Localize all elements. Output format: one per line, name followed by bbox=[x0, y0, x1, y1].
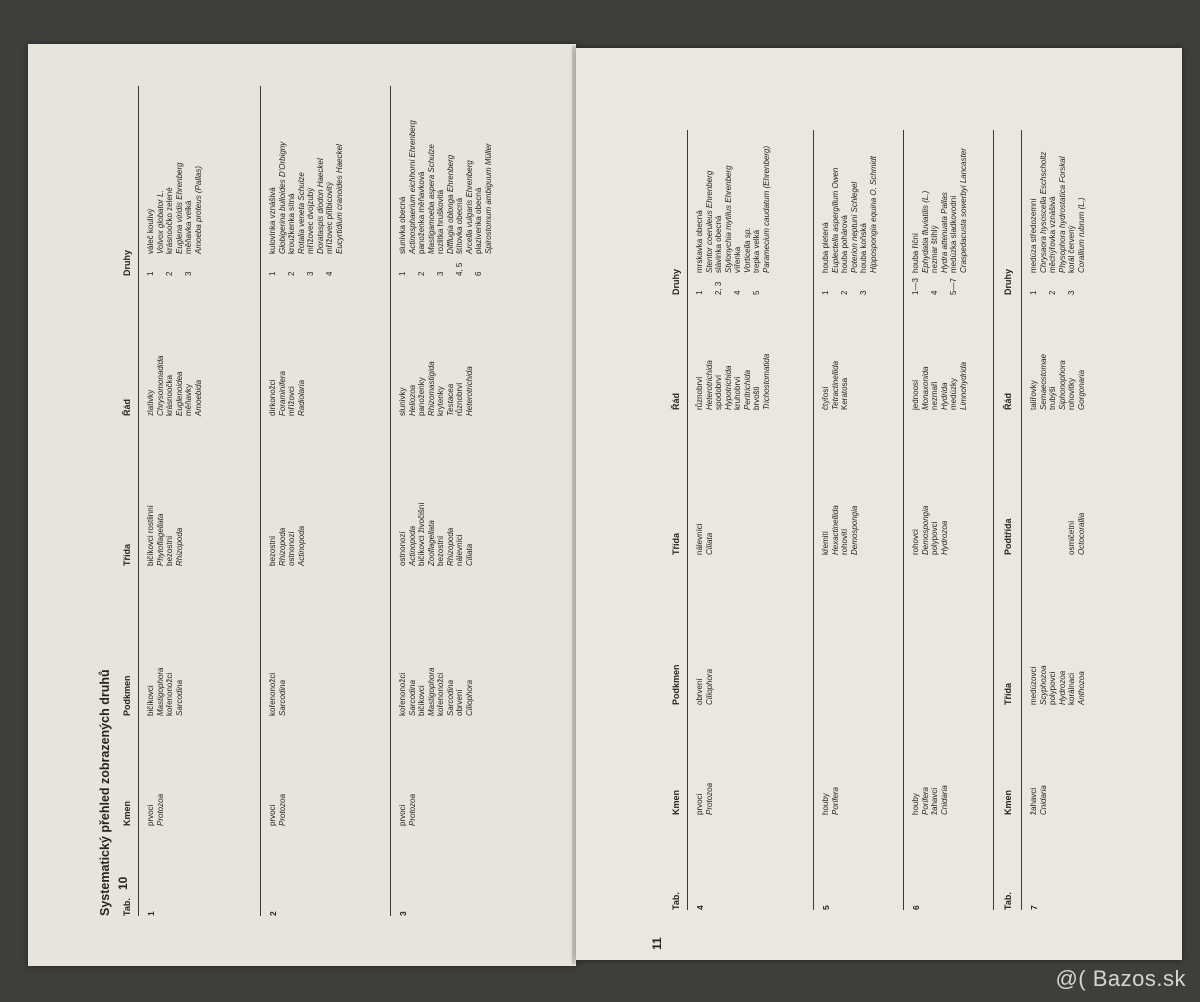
kmen-cell-latin: Porifera bbox=[830, 786, 840, 815]
left-page-rotated-table bbox=[98, 86, 568, 916]
species-czech-name: 4mřížovec přilbicovitý bbox=[325, 181, 334, 276]
species-list bbox=[911, 148, 968, 295]
rad-cell-latin: Limnohydrida bbox=[958, 361, 968, 410]
rad-cell-czech: nezmaři bbox=[930, 381, 939, 410]
rad-cell-czech: krásnoočka bbox=[165, 375, 174, 416]
trida-cell-latin: Scyphozoa bbox=[1038, 665, 1048, 705]
rad-cell bbox=[146, 356, 203, 416]
rad-cell-latin: Heterotrichida bbox=[464, 366, 474, 416]
podkmen-cell-czech: bičíkovci bbox=[417, 685, 426, 716]
tab-number: 7 bbox=[1029, 905, 1039, 910]
header-tab: Tab. bbox=[1003, 892, 1013, 910]
species-list bbox=[146, 162, 203, 276]
species-list bbox=[1029, 152, 1086, 295]
right-page bbox=[576, 48, 1182, 960]
kmen-cell-czech: žahavci bbox=[1029, 787, 1038, 815]
species-list bbox=[268, 142, 344, 276]
trida-cell-czech: bezostní bbox=[268, 535, 277, 566]
kmen-cell-latin: Porifera bbox=[920, 786, 930, 815]
species-czech-name: 1mrskavka obecná bbox=[695, 210, 704, 295]
trida-cell-latin: Zooflagellata bbox=[426, 520, 436, 566]
tab-number: 2 bbox=[268, 911, 278, 916]
header-trida: Třída bbox=[671, 532, 681, 555]
trida-cell-latin: Ciliata bbox=[464, 543, 474, 566]
species-czech-name: 1slunivka obecná bbox=[398, 196, 407, 276]
kmen-cell-czech: prvoci bbox=[268, 804, 277, 826]
trida-cell-czech: nálevníci bbox=[695, 523, 704, 555]
trida-cell-latin: Ciliata bbox=[704, 532, 714, 555]
trida-cell-czech: ostnonozí bbox=[398, 531, 407, 566]
trida-cell-czech: medúzovci bbox=[1029, 666, 1038, 705]
trida-cell-czech: bičíkovci rostlinní bbox=[146, 505, 155, 566]
kmen-cell bbox=[821, 787, 840, 815]
species-latin-name: Hippospongia equina O. Schmidt bbox=[868, 156, 878, 273]
species-latin-name: Amoeba proteus (Pallas) bbox=[193, 165, 203, 254]
species-number: 2 bbox=[287, 271, 296, 276]
table-rule bbox=[993, 130, 994, 910]
podkmen-cell-czech: bičíkovci bbox=[146, 685, 155, 716]
species-number: 5 bbox=[752, 290, 761, 295]
trida-cell bbox=[398, 502, 474, 566]
rad-cell-latin: Amoebida bbox=[193, 379, 203, 416]
species-czech-name: 2měchýřovka vznášivá bbox=[1048, 196, 1057, 295]
podkmen-cell-latin: Ciliophora bbox=[464, 679, 474, 716]
rad-cell-latin: Heliozoa bbox=[407, 384, 417, 416]
table-rule bbox=[1021, 130, 1022, 910]
left-page bbox=[28, 44, 576, 966]
species-czech-name: 3houba koňská bbox=[859, 223, 868, 295]
species-number: 1 bbox=[398, 271, 407, 276]
species-list bbox=[695, 146, 771, 295]
species-latin-name: Stentor coeruleus Ehrenberg bbox=[704, 170, 714, 273]
species-latin-name: Paramecium caudatum (Ehrenberg) bbox=[761, 145, 771, 273]
trida-cell-latin: Actinopoda bbox=[296, 525, 306, 566]
header-kmen: Kmen bbox=[671, 789, 681, 815]
kmen-cell-latin: Protozoa bbox=[407, 793, 417, 826]
podkmen-cell-latin: Mastigophora bbox=[426, 667, 436, 716]
header-druhy: Druhy bbox=[671, 268, 681, 295]
rad-cell-latin: Chrysomonadida bbox=[155, 355, 165, 416]
species-czech-name: 3rozlitka hruškovitá bbox=[436, 189, 445, 276]
rad-cell bbox=[695, 354, 771, 410]
trida-cell-czech: bezostní bbox=[436, 535, 445, 566]
rad-cell-latin: Gorgonaria bbox=[1076, 369, 1086, 410]
right-page-rotated-table bbox=[671, 130, 1171, 910]
header-druhy: Druhy bbox=[1003, 268, 1013, 295]
rad-cell-czech: panoženky bbox=[417, 377, 426, 416]
kmen-cell-czech: houby bbox=[821, 793, 830, 815]
species-number: 3 bbox=[184, 271, 193, 276]
rad-cell-latin: Heterotrichida bbox=[704, 360, 714, 410]
rad-cell bbox=[398, 361, 474, 416]
trida-cell-latin: Hexactinellida bbox=[830, 505, 840, 555]
podtrida-cell-latin: Octocorallia bbox=[1076, 512, 1086, 555]
podkmen-cell-czech: kořenonožci bbox=[436, 672, 445, 716]
header-podtrida: Podtřída bbox=[1003, 518, 1013, 555]
species-number: 4 bbox=[930, 290, 939, 295]
rad-cell-czech: talířovky bbox=[1029, 380, 1038, 410]
podtrida-cell-czech: osmičetní bbox=[1067, 520, 1076, 555]
kmen-cell bbox=[268, 794, 287, 826]
species-number: 4, 5 bbox=[455, 262, 464, 276]
kmen-cell bbox=[695, 783, 714, 815]
header-kmen: Kmen bbox=[122, 800, 132, 826]
kmen-cell-czech: žahavci bbox=[930, 787, 939, 815]
rad-cell-latin: Foraminifera bbox=[277, 371, 287, 416]
podkmen-cell bbox=[146, 668, 184, 716]
header-tab: Tab. bbox=[671, 892, 681, 910]
kmen-cell bbox=[146, 794, 165, 826]
trida-cell bbox=[911, 506, 949, 555]
kmen-cell-czech: prvoci bbox=[695, 793, 704, 815]
species-czech-name: 1váleč koulivý bbox=[146, 208, 155, 276]
trida-cell-czech: křemití bbox=[821, 531, 830, 555]
trida-cell-latin: Demospongia bbox=[849, 505, 859, 555]
header-tab: Tab. bbox=[122, 898, 132, 916]
species-latin-name: Physophora hydrostatica Forskal bbox=[1057, 156, 1067, 273]
rad-cell-latin: Rhizomastigida bbox=[426, 361, 436, 416]
trida-cell-latin: Rhizopoda bbox=[445, 527, 455, 566]
trida-cell-latin: Rhizopoda bbox=[174, 527, 184, 566]
podkmen-cell-czech: kořenonožci bbox=[398, 672, 407, 716]
species-number: 6 bbox=[474, 271, 483, 276]
species-latin-name: Difflugia oblonga Ehrenberg bbox=[445, 154, 455, 254]
rad-cell bbox=[1029, 354, 1086, 410]
trida-cell bbox=[146, 505, 184, 566]
bazos-watermark-logo: @( Bazos.sk bbox=[1055, 966, 1186, 991]
rad-cell-czech: čtyřosí bbox=[821, 386, 830, 410]
kmen-cell-czech: houby bbox=[911, 793, 920, 815]
species-latin-name: Rotalia veneta Schulze bbox=[296, 172, 306, 254]
species-number: 1 bbox=[146, 271, 155, 276]
header-druhy: Druhy bbox=[122, 249, 132, 276]
kmen-cell-latin: Protozoa bbox=[704, 782, 714, 815]
header-podkmen: Podkmen bbox=[122, 675, 132, 716]
trida-cell bbox=[1029, 665, 1086, 705]
rad-cell-czech: rohovitky bbox=[1067, 377, 1076, 410]
species-latin-name: Vorticella sp. bbox=[742, 227, 752, 273]
table-rule bbox=[260, 86, 261, 916]
trida-cell-latin: Rhizopoda bbox=[277, 527, 287, 566]
table-rule bbox=[687, 130, 688, 910]
trida-cell-czech: bezostní bbox=[165, 535, 174, 566]
species-czech-name: 4vířenka bbox=[733, 246, 742, 295]
header-rad: Řád bbox=[671, 392, 681, 410]
species-latin-name: Euglena viridis Ehrenberg bbox=[174, 162, 184, 254]
tab-number: 3 bbox=[398, 911, 408, 916]
rad-cell-czech: krytenky bbox=[436, 386, 445, 416]
species-latin-name: Ephydatia fluviatilis (L.) bbox=[920, 190, 930, 273]
rad-cell-latin: Monaxonida bbox=[920, 366, 930, 410]
trida-cell-czech: polypovci bbox=[1048, 671, 1057, 705]
podkmen-cell-czech: kořenonožci bbox=[268, 672, 277, 716]
species-czech-name: 1—3houba říční bbox=[911, 232, 920, 295]
tab-number: 4 bbox=[695, 905, 705, 910]
trida-cell-czech: ostnonozí bbox=[287, 531, 296, 566]
rad-cell-latin: Hypotrichida bbox=[723, 365, 733, 410]
species-czech-name: 4nezmar štíhlý bbox=[930, 225, 939, 295]
species-latin-name: Mastigamoeba aspera Schulze bbox=[426, 144, 436, 254]
species-czech-name: 5trepka velká bbox=[752, 229, 761, 295]
header-podkmen: Podkmen bbox=[671, 664, 681, 705]
kmen-cell-latin: Protozoa bbox=[155, 793, 165, 826]
podkmen-cell-latin: Sarcodina bbox=[277, 679, 287, 716]
kmen-cell bbox=[1029, 785, 1048, 815]
rad-cell bbox=[911, 362, 968, 410]
species-number: 1—3 bbox=[911, 278, 920, 295]
species-number: 3 bbox=[306, 271, 315, 276]
species-number: 1 bbox=[1029, 290, 1038, 295]
page-number: 11 bbox=[650, 937, 664, 950]
rad-cell-czech: různobrví bbox=[695, 376, 704, 410]
tab-number: 1 bbox=[146, 911, 156, 916]
species-number: 2, 3 bbox=[714, 281, 723, 295]
trida-cell-czech: polypovci bbox=[930, 521, 939, 555]
species-number: 1 bbox=[268, 271, 277, 276]
podkmen-cell-czech: obrvení bbox=[695, 678, 704, 705]
rad-cell-czech: mřížovci bbox=[287, 386, 296, 416]
species-latin-name: Globigerina bulloides D'Orbigny bbox=[277, 141, 287, 254]
rad-cell-czech: jednoosí bbox=[911, 379, 920, 410]
tab-number: 6 bbox=[911, 905, 921, 910]
rad-cell-latin: Euglenoidea bbox=[174, 371, 184, 416]
table-rule bbox=[813, 130, 814, 910]
podkmen-cell-latin: Mastigophora bbox=[155, 667, 165, 716]
rad-cell-czech: kruhobrví bbox=[733, 376, 742, 410]
podkmen-cell-latin: Sarcodina bbox=[407, 679, 417, 716]
species-list bbox=[821, 156, 878, 295]
species-number: 2 bbox=[1048, 290, 1057, 295]
podkmen-cell bbox=[268, 673, 287, 716]
species-czech-name: 1kulovinka vznášivá bbox=[268, 187, 277, 276]
kmen-cell-latin: Cnidaria bbox=[939, 785, 949, 815]
species-czech-name: 3korál červený bbox=[1067, 225, 1076, 295]
kmen-cell-czech: prvoci bbox=[398, 804, 407, 826]
species-czech-name: 2krásnoočko zelené bbox=[165, 187, 174, 276]
podkmen-cell-czech: kořenonožci bbox=[165, 672, 174, 716]
rad-cell-latin: Semaeostomae bbox=[1038, 353, 1048, 410]
species-czech-name: 4, 5štítovka obecná bbox=[455, 197, 464, 276]
podkmen-cell-latin: Sarcodina bbox=[174, 679, 184, 716]
trida-cell-latin: Hydrozoa bbox=[1057, 670, 1067, 705]
species-number: 4 bbox=[325, 271, 334, 276]
species-czech-name: 3mřížovec dvojzubý bbox=[306, 187, 315, 276]
species-number: 5—7 bbox=[949, 278, 958, 295]
trida-cell-latin: Anthozoa bbox=[1076, 671, 1086, 705]
podkmen-cell-latin: Ciliophora bbox=[704, 668, 714, 705]
page-title: Systematický přehled zobrazených druhů bbox=[98, 669, 112, 916]
rad-cell-czech: brvošti bbox=[752, 386, 761, 410]
species-czech-name: 5—7medúzka sladkovodní bbox=[949, 195, 958, 295]
kmen-cell-latin: Cnidaria bbox=[1038, 785, 1048, 815]
rad-cell-latin: Testacea bbox=[445, 383, 455, 416]
rad-cell bbox=[821, 361, 850, 410]
species-latin-name: Stylonychia mytilus Ehrenberg bbox=[723, 165, 733, 273]
species-latin-name: Spirostomum ambiguum Müller bbox=[483, 143, 493, 254]
rad-cell-czech: zlativky bbox=[146, 389, 155, 416]
kmen-cell-latin: Protozoa bbox=[277, 793, 287, 826]
species-latin-name: Chrysaora hysoscella Eschscholtz bbox=[1038, 151, 1048, 273]
rad-cell-czech: spodobrví bbox=[714, 374, 723, 410]
kmen-cell-czech: prvoci bbox=[146, 804, 155, 826]
trida-cell-czech: rohovití bbox=[840, 528, 849, 555]
species-czech-name: 2, 3slávinka obecná bbox=[714, 215, 723, 295]
species-number: 4 bbox=[733, 290, 742, 295]
species-number: 2 bbox=[840, 290, 849, 295]
podkmen-cell-latin: Sarcodina bbox=[445, 679, 455, 716]
rad-cell-latin: Hydrida bbox=[939, 382, 949, 410]
species-number: 3 bbox=[859, 290, 868, 295]
species-czech-name: 2houba pohárová bbox=[840, 215, 849, 295]
podkmen-cell bbox=[398, 668, 474, 716]
species-czech-name: 1houba pletená bbox=[821, 222, 830, 295]
rad-cell-latin: Peritrichida bbox=[742, 369, 752, 410]
species-latin-name: Poterion neptuni Schlegel bbox=[849, 181, 859, 273]
trida-cell-latin: Phytoflagellata bbox=[155, 513, 165, 566]
kmen-cell bbox=[911, 785, 949, 815]
species-latin-name: Craspedacusta sowerbyi Lancaster bbox=[958, 148, 968, 273]
species-latin-name: Actinosphaerium eichhorni Ehrenberg bbox=[407, 120, 417, 254]
rad-cell-latin: Radiolaria bbox=[296, 379, 306, 416]
table-rule bbox=[903, 130, 904, 910]
podtrida-cell bbox=[1067, 513, 1086, 555]
trida-cell-czech: rohovci bbox=[911, 529, 920, 555]
species-czech-name: 3měňavka velká bbox=[184, 200, 193, 276]
species-list bbox=[398, 120, 493, 276]
species-latin-name: Hydra attenuata Pallas bbox=[939, 192, 949, 273]
species-latin-name: Volvox globator L. bbox=[155, 190, 165, 254]
rad-cell-czech: slunivky bbox=[398, 387, 407, 416]
page-number: 10 bbox=[116, 876, 130, 890]
rad-cell-czech: různobrví bbox=[455, 382, 464, 416]
species-czech-name: 2panoženka měňavková bbox=[417, 171, 426, 276]
species-latin-name: Arcella vulgaris Ehrenberg bbox=[464, 160, 474, 254]
species-number: 2 bbox=[417, 271, 426, 276]
species-number: 3 bbox=[436, 271, 445, 276]
header-kmen: Kmen bbox=[1003, 789, 1013, 815]
podkmen-cell bbox=[695, 669, 714, 705]
species-latin-name: Eucyrtidium cranoides Haeckel bbox=[334, 144, 344, 254]
species-czech-name: 1medúza středozemní bbox=[1029, 198, 1038, 295]
species-number: 1 bbox=[695, 290, 704, 295]
tab-number: 5 bbox=[821, 905, 831, 910]
trida-cell-czech: nálevníci bbox=[455, 534, 464, 566]
rad-cell-latin: Trichostomatida bbox=[761, 353, 771, 410]
trida-cell-latin: Hydrozoa bbox=[939, 520, 949, 555]
rad-cell bbox=[268, 371, 306, 416]
kmen-cell bbox=[398, 794, 417, 826]
rad-cell-czech: měňavky bbox=[184, 383, 193, 416]
trida-cell-czech: korálnaci bbox=[1067, 672, 1076, 705]
species-latin-name: Dorataspis diodon Haeckel bbox=[315, 158, 325, 254]
species-czech-name: 6plazivenka obecná bbox=[474, 187, 483, 276]
species-latin-name: Euplectella aspergillum Owen bbox=[830, 167, 840, 273]
header-rad: Řád bbox=[122, 398, 132, 416]
species-czech-name: 2kroužkenka sítná bbox=[287, 193, 296, 276]
trida-cell bbox=[695, 523, 714, 555]
rad-cell-latin: Siphonophora bbox=[1057, 360, 1067, 410]
rad-cell-czech: medúzky bbox=[949, 377, 958, 410]
header-rad: Řád bbox=[1003, 392, 1013, 410]
species-latin-name: Corallium rubrum (L.) bbox=[1076, 197, 1086, 273]
species-number: 2 bbox=[165, 271, 174, 276]
table-rule bbox=[138, 86, 139, 916]
rad-cell-czech: dírkonožci bbox=[268, 379, 277, 416]
rad-cell-czech: trubýši bbox=[1048, 386, 1057, 410]
trida-cell bbox=[821, 505, 859, 555]
rad-cell-czech: Keratosa bbox=[840, 377, 849, 410]
podkmen-cell-czech: obrvení bbox=[455, 689, 464, 716]
header-trida: Třída bbox=[122, 543, 132, 566]
trida-cell-latin: Actinopoda bbox=[407, 525, 417, 566]
trida-cell-latin: Demospongia bbox=[920, 505, 930, 555]
rad-cell-latin: Tetractinellida bbox=[830, 360, 840, 410]
table-rule bbox=[390, 86, 391, 916]
header-trida: Třída bbox=[1003, 682, 1013, 705]
trida-cell-czech: bičíkovci živočišní bbox=[417, 502, 426, 566]
species-number: 1 bbox=[821, 290, 830, 295]
species-number: 3 bbox=[1067, 290, 1076, 295]
trida-cell bbox=[268, 526, 306, 566]
